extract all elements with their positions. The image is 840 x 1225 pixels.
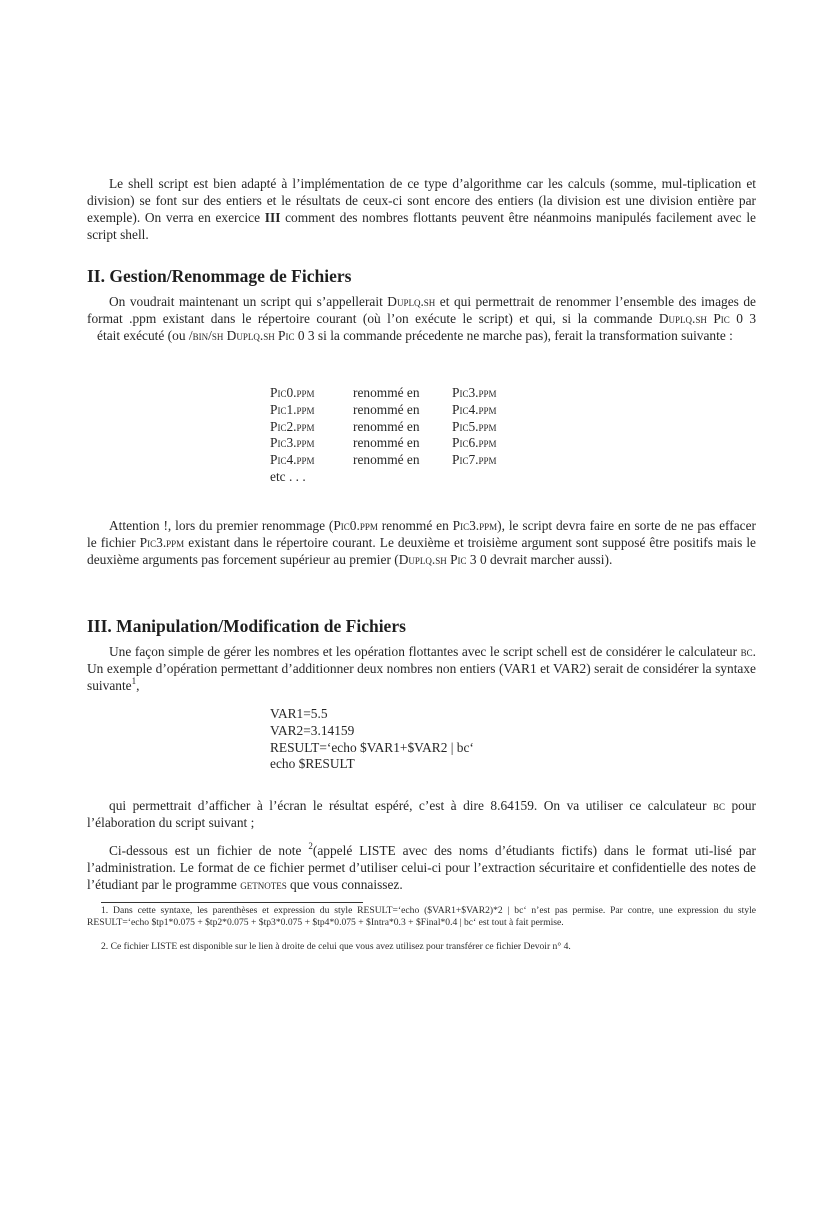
section3-paragraph-1 <box>87 643 756 694</box>
footnote-number: 2. <box>101 941 109 952</box>
file-name: Pic0.ppm <box>333 518 378 533</box>
target-file: Pic3.ppm <box>452 385 497 400</box>
text: , <box>136 678 140 693</box>
text: Attention !, lors du premier renommage ( <box>109 518 334 533</box>
text: Une façon simple de gérer les nombres et les opération flottantes avec le script schell est de considérer le calculateur <box>109 644 741 659</box>
script-name: Duplq.sh <box>387 294 436 309</box>
footnote-number: 1. <box>101 905 109 916</box>
target-file: Pic4.ppm <box>452 401 497 417</box>
section3-paragraph-3 <box>87 842 756 893</box>
rename-verb: renommé en <box>353 418 420 434</box>
footnote-text: Ce fichier LISTE est disponible sur le lien à droite de celui que vous avez utilisez pour transférer ce fichier Devoir n° 4. <box>110 941 571 952</box>
section2-paragraph-1 <box>87 293 756 344</box>
text: . Un exemple d’opération permettant d’additionner deux nombres non entiers (VAR1 et VAR2) serait de considérer la syntaxe suivante <box>87 644 756 693</box>
text: pour l’élaboration du script suivant ; <box>87 798 756 830</box>
command: Duplq.sh Pic <box>398 552 467 567</box>
source-file: Pic2.ppm <box>270 418 315 434</box>
footnote-ref-1: 1 <box>131 676 137 686</box>
text: si la commande précedente ne marche pas), ferait la transformation suivante : <box>314 328 733 343</box>
exercise-reference: III <box>264 210 281 225</box>
code-line: RESULT=‘echo $VAR1+$VAR2 | bc‘ <box>270 739 474 755</box>
program-name: getnotes <box>240 877 287 892</box>
source-file: Pic0.ppm <box>270 385 315 400</box>
text: (appelé LISTE avec des noms d’étudiants fictifs) dans le format uti-lisé par l’administration. Le format de ce fichier permet d’utiliser celui-ci pour l’extraction sécuritaire et confidentielle des notes de l’étudiant par le programme <box>87 843 756 892</box>
text: était exécuté (ou <box>87 328 189 343</box>
intro-paragraph <box>87 175 756 243</box>
file-name: Pic3.ppm <box>452 518 498 533</box>
text: On voudrait maintenant un script qui s’appellerait <box>109 294 388 309</box>
source-file: Pic1.ppm <box>270 401 315 417</box>
rename-verb: renommé en <box>353 452 420 468</box>
footnote-ref-2: 2 <box>308 841 313 851</box>
rename-verb: renommé en <box>353 385 420 400</box>
text: et qui permettrait de renommer l’ensemble des images de format .ppm existant dans le répertoire courant (où l’on exécute le script) et qui, si la commande <box>87 294 756 326</box>
command: /bin/sh Duplq.sh Pic 0 3 <box>188 328 315 343</box>
text: Ci-dessous est un fichier de note <box>109 843 309 858</box>
file-name: Pic3.ppm <box>139 535 185 550</box>
etc-text: etc . . . <box>270 468 306 484</box>
text: existant dans le répertoire courant. Le deuxième et troisième argument sont supposé être positifs mais le deuxième arguments pas forcement supérieur au premier ( <box>87 535 756 567</box>
rename-verb: renommé en <box>353 401 420 417</box>
source-file: Pic3.ppm <box>270 435 315 451</box>
rename-verb: renommé en <box>353 435 420 451</box>
target-file: Pic6.ppm <box>452 435 497 451</box>
footnote-1 <box>87 905 756 929</box>
section2-paragraph-2 <box>87 517 756 568</box>
program-name: bc <box>740 644 753 659</box>
text: que vous connaissez. <box>286 877 403 892</box>
text: renommé en <box>377 518 453 533</box>
code-line: VAR2=3.14159 <box>270 722 355 738</box>
intro-text: Le shell script est bien adapté à l’implémentation de ce type d’algorithme car les calculs (somme, mul-tiplication et division) se font sur des entiers et le résultats de ceux-ci sont encore des entiers (la division est une division entière par exemple). On verra en exercice <box>87 176 756 225</box>
footnote-rule <box>101 902 363 903</box>
code-line: echo $RESULT <box>270 756 355 772</box>
code-line: VAR1=5.5 <box>270 706 328 721</box>
intro-text-end: comment des nombres flottants peuvent être néanmoins manipulés facilement avec le script shell. <box>87 210 756 242</box>
text: ), le script devra faire en sorte de ne pas effacer le fichier <box>87 518 756 550</box>
footnote-text: Dans cette syntaxe, les parenthèses et expression du style RESULT=‘echo ($VAR1+$VAR2)*2 | bc‘ n’est pas permise. Par contre, une expression du style RESULT=‘echo $tp1*0.075 + $tp2*0.075 + $tp3*0.075 + $tp4*0.075 + $Intra*0.3 + $Final*0.4 | bc‘ est tout à fait permise. <box>87 905 756 928</box>
program-name: bc <box>712 798 725 813</box>
section-heading-3: III. Manipulation/Modification de Fichiers <box>87 616 406 636</box>
section3-paragraph-2 <box>87 797 756 831</box>
section-heading-2: II. Gestion/Renommage de Fichiers <box>87 266 352 286</box>
target-file: Pic5.ppm <box>452 418 497 434</box>
text: 3 0 devrait marcher aussi). <box>466 552 613 567</box>
footnote-2 <box>87 941 756 953</box>
target-file: Pic7.ppm <box>452 452 497 468</box>
source-file: Pic4.ppm <box>270 452 315 468</box>
text: qui permettrait d’afficher à l’écran le résultat espéré, c’est à dire 8.64159. On va utiliser ce calculateur <box>109 798 713 813</box>
code-block <box>270 706 474 773</box>
command: Duplq.sh Pic 0 3 <box>658 311 757 326</box>
